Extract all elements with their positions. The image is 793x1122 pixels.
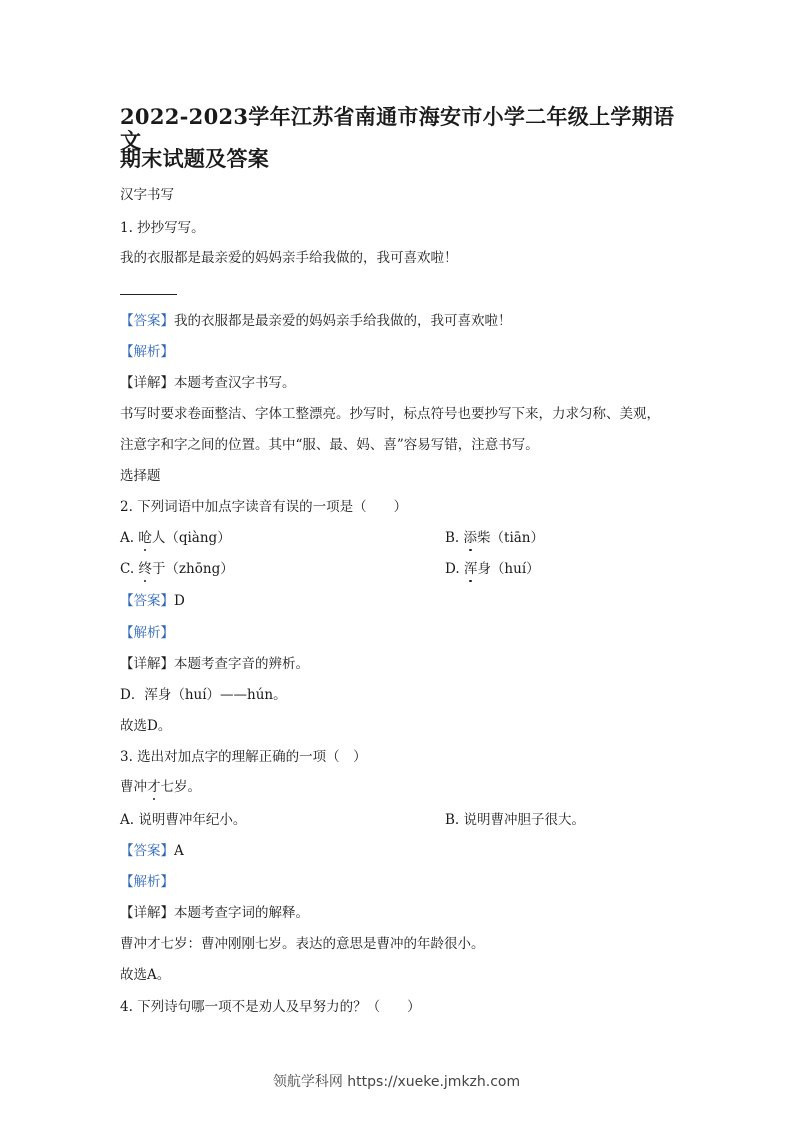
option-prefix: B.	[445, 530, 464, 546]
option-text: 人（qiàng）	[151, 530, 231, 546]
q2-conclusion: 故选D。	[120, 718, 172, 734]
q1-text: 我的衣服都是最亲爱的妈妈亲手给我做的，我可喜欢啦！	[120, 250, 458, 266]
q1-analysis-label: 【解析】	[120, 344, 174, 360]
answer-label: 【答案】	[120, 313, 174, 329]
sentence-text: 七岁。	[160, 779, 201, 795]
q3-explanation: 曹冲才七岁：曹冲刚刚七岁。表达的意思是曹冲的年龄很小。	[120, 936, 485, 952]
dotted-character: 添	[463, 530, 478, 546]
q2-question: 2. 下列词语中加点字读音有误的一项是（ ）	[120, 499, 408, 515]
q3-detail-text: 本题考查字词的解释。	[174, 905, 309, 921]
detail-label: 【详解】	[120, 905, 174, 921]
option-prefix: D.	[445, 561, 464, 577]
option-prefix: C.	[120, 561, 139, 577]
answer-blank-line	[120, 294, 177, 295]
q1-detail-text: 本题考查汉字书写。	[174, 375, 296, 391]
q2-option-a	[120, 529, 231, 547]
q3-option-b: B. 说明曹冲胆子很大。	[445, 812, 586, 828]
detail-label: 【详解】	[120, 375, 174, 391]
q2-analysis-label: 【解析】	[120, 625, 174, 641]
q3-question: 3. 选出对加点字的理解正确的一项（ ）	[120, 749, 367, 765]
q3-conclusion: 故选A。	[120, 967, 171, 983]
answer-label: 【答案】	[120, 593, 174, 609]
document-title-line-1: 2022-2023学年江苏省南通市海安市小学二年级上学期语文	[120, 104, 675, 153]
dotted-character: 终	[138, 561, 152, 577]
q2-explanation: D．浑身（huí）——hún。	[120, 687, 287, 703]
detail-label: 【详解】	[120, 656, 174, 672]
section-heading-choice: 选择题	[120, 468, 161, 484]
q3-option-a: A. 说明曹冲年纪小。	[120, 812, 247, 828]
option-text: 身（huí）	[477, 561, 540, 577]
dotted-character: 呛	[138, 530, 152, 546]
q3-analysis-label: 【解析】	[120, 874, 174, 890]
q3-answer	[120, 842, 184, 860]
q2-answer	[120, 592, 185, 610]
option-prefix: A.	[120, 530, 139, 546]
q2-option-c	[120, 560, 234, 578]
section-heading-hanzi: 汉字书写	[120, 187, 174, 203]
sentence-text: 曹冲	[120, 779, 147, 795]
q2-detail	[120, 655, 309, 673]
q4-question: 4. 下列诗句哪一项不是劝人及早努力的？（ ）	[120, 999, 421, 1015]
option-text: 柴（tiān）	[477, 530, 545, 546]
q2-detail-text: 本题考查字音的辨析。	[174, 656, 309, 672]
q1-explanation-line-1: 书写时要求卷面整洁、字体工整漂亮。抄写时，标点符号也要抄写下来，力求匀称、美观，	[120, 406, 660, 422]
q3-sentence	[120, 778, 201, 796]
dotted-character: 浑	[463, 561, 478, 577]
q1-answer	[120, 312, 512, 330]
q2-option-d	[445, 560, 540, 578]
footer-watermark: 领航学科网 https://xueke.jmkzh.com	[272, 1074, 521, 1090]
dotted-character: 才	[147, 779, 161, 795]
answer-label: 【答案】	[120, 843, 174, 859]
q2-answer-text: D	[174, 593, 185, 609]
option-text: 于（zhōng）	[151, 561, 234, 577]
q1-question: 1. 抄抄写写。	[120, 220, 205, 236]
q3-answer-text: A	[174, 843, 184, 859]
document-title-line-2: 期末试题及答案	[120, 146, 270, 171]
q1-detail	[120, 374, 296, 392]
q1-explanation-line-2: 注意字和字之间的位置。其中“服、最、妈、喜”容易写错，注意书写。	[120, 437, 539, 453]
q2-option-b	[445, 529, 544, 547]
q1-answer-text: 我的衣服都是最亲爱的妈妈亲手给我做的，我可喜欢啦！	[174, 313, 512, 329]
q3-detail	[120, 904, 309, 922]
